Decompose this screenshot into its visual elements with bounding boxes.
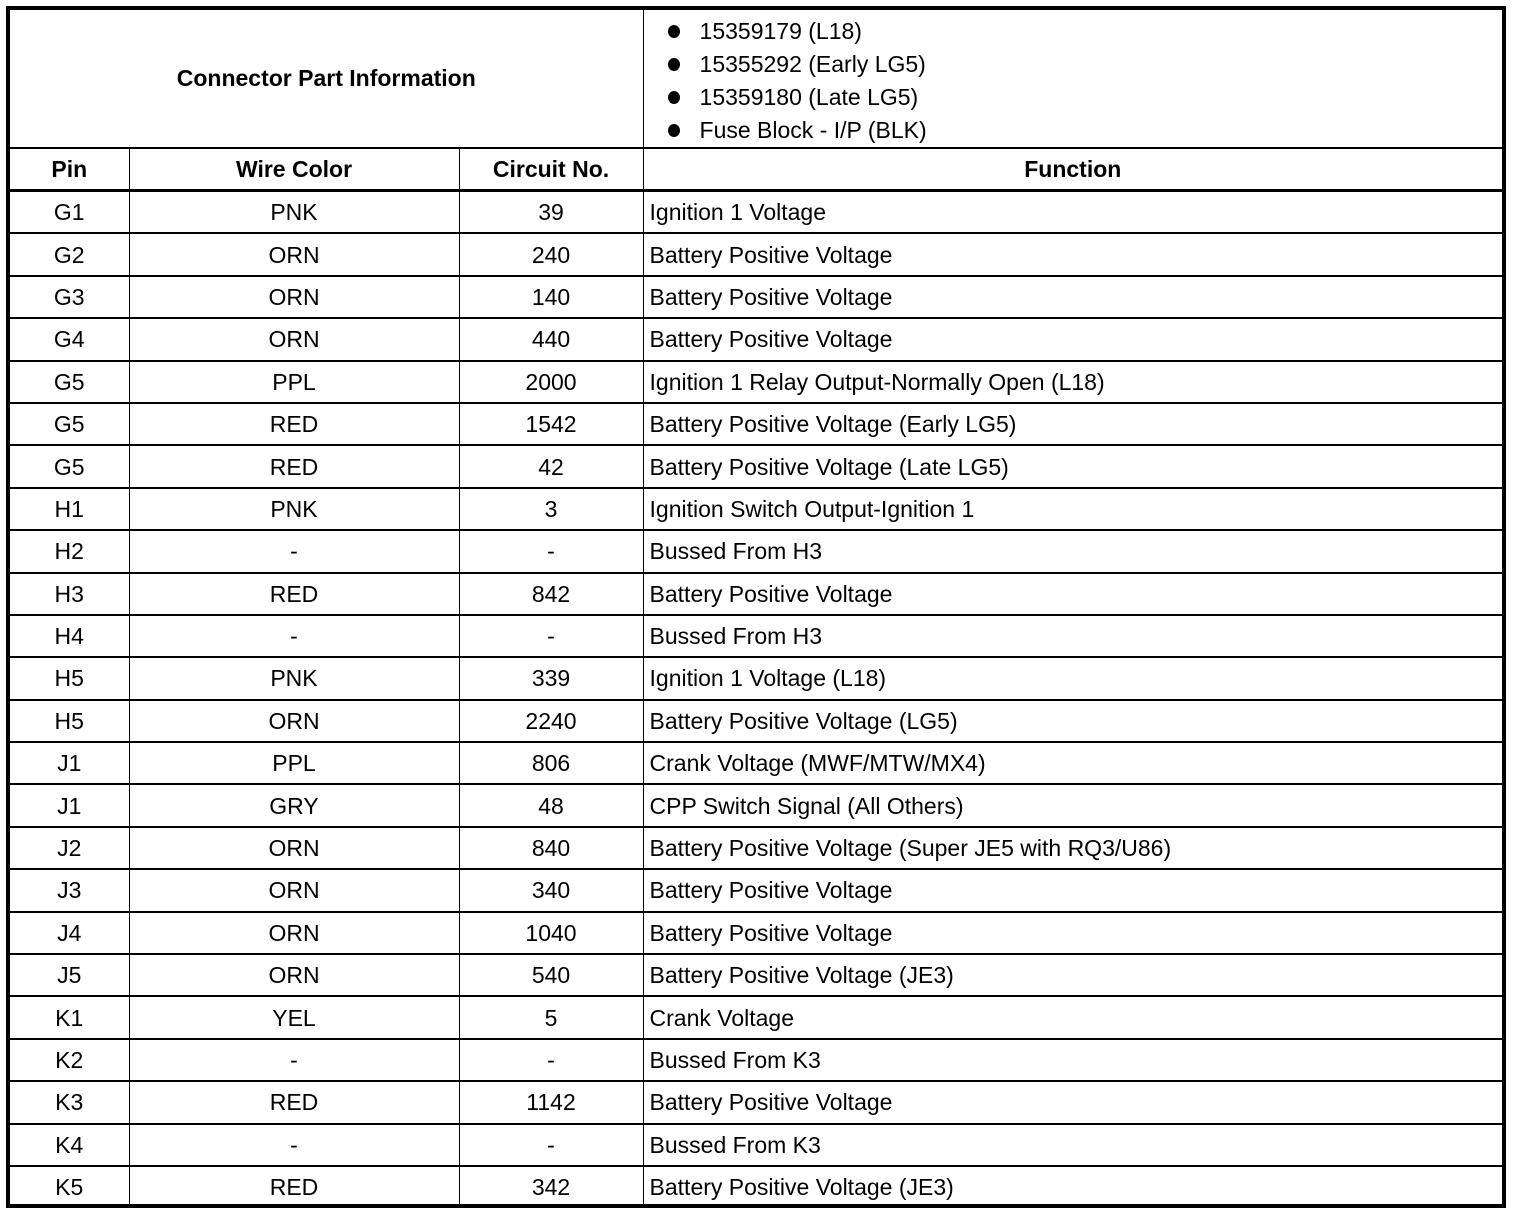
wire-color-cell: PPL xyxy=(129,742,459,784)
function-cell: Crank Voltage xyxy=(643,996,1502,1038)
pin-cell: J1 xyxy=(10,742,129,784)
pin-cell: H4 xyxy=(10,615,129,657)
wire-color-cell: YEL xyxy=(129,996,459,1038)
table-row xyxy=(10,276,1502,318)
wire-color-cell: - xyxy=(129,615,459,657)
wire-color-cell: - xyxy=(129,530,459,572)
pin-cell: J5 xyxy=(10,954,129,996)
circuit-no-cell: 48 xyxy=(459,784,643,826)
pin-cell: J3 xyxy=(10,869,129,911)
circuit-no-cell: 5 xyxy=(459,996,643,1038)
wire-color-cell: ORN xyxy=(129,954,459,996)
pin-cell: K5 xyxy=(55,1174,84,1201)
bullet-icon xyxy=(668,58,680,71)
wire-color-cell: PNK xyxy=(129,657,459,699)
circuit-no-cell: 2000 xyxy=(459,361,643,403)
function-cell: Battery Positive Voltage (Super JE5 with RQ3/U86) xyxy=(643,827,1502,869)
bullet-icon xyxy=(668,25,680,38)
circuit-no-cell: 140 xyxy=(459,276,643,318)
pin-cell: G1 xyxy=(10,191,129,234)
wire-color-cell: RED xyxy=(129,1081,459,1123)
wire-color-cell: - xyxy=(129,1039,459,1081)
function-cell: Battery Positive Voltage xyxy=(643,1081,1502,1123)
table-row xyxy=(10,1166,1502,1207)
circuit-no-cell: 806 xyxy=(459,742,643,784)
table-row xyxy=(10,869,1502,911)
circuit-no-cell: - xyxy=(459,1124,643,1166)
bullet-icon xyxy=(668,124,680,137)
function-cell: Bussed From K3 xyxy=(643,1124,1502,1166)
circuit-no-cell: - xyxy=(459,1039,643,1081)
connector-part-text: 15355292 (Early LG5) xyxy=(699,50,926,77)
table-row xyxy=(10,573,1502,615)
circuit-no-cell: 840 xyxy=(459,827,643,869)
function-cell: Crank Voltage (MWF/MTW/MX4) xyxy=(643,742,1502,784)
wire-color-cell: PPL xyxy=(129,361,459,403)
pin-cell: H2 xyxy=(10,530,129,572)
table-row xyxy=(10,488,1502,530)
table-row xyxy=(10,233,1502,275)
circuit-no-cell: 39 xyxy=(459,191,643,234)
function-cell: Battery Positive Voltage xyxy=(643,318,1502,360)
function-cell: Ignition 1 Relay Output-Normally Open (L18) xyxy=(643,361,1502,403)
function-cell: Battery Positive Voltage (Early LG5) xyxy=(643,403,1502,445)
circuit-no-cell: 42 xyxy=(459,445,643,487)
table-row xyxy=(10,1081,1502,1123)
connector-info-row xyxy=(10,10,1502,148)
wire-color-cell: ORN xyxy=(129,912,459,954)
table-row xyxy=(10,530,1502,572)
table-row xyxy=(10,827,1502,869)
function-cell: Battery Positive Voltage xyxy=(643,573,1502,615)
wire-color-cell: ORN xyxy=(129,869,459,911)
wire-color-cell: RED xyxy=(129,1166,459,1207)
circuit-no-cell: 1542 xyxy=(459,403,643,445)
circuit-no-cell: 3 xyxy=(459,488,643,530)
pin-cell: K4 xyxy=(10,1124,129,1166)
function-cell: Ignition 1 Voltage xyxy=(643,191,1502,234)
connector-part-item xyxy=(668,81,1502,114)
connector-table-sheet xyxy=(6,6,1506,1208)
function-cell: Bussed From H3 xyxy=(643,530,1502,572)
function-cell: Bussed From H3 xyxy=(643,615,1502,657)
connector-table xyxy=(10,10,1502,1207)
circuit-no-cell: 340 xyxy=(459,869,643,911)
circuit-no-cell: 2240 xyxy=(459,700,643,742)
wire-color-cell: - xyxy=(129,1124,459,1166)
pin-cell: K3 xyxy=(10,1081,129,1123)
function-cell: Battery Positive Voltage (Late LG5) xyxy=(643,445,1502,487)
pin-cell: J1 xyxy=(10,784,129,826)
pin-cell: G5 xyxy=(10,361,129,403)
function-cell: Battery Positive Voltage (JE3) xyxy=(643,1166,1502,1207)
connector-part-item xyxy=(668,15,1502,48)
function-cell: Battery Positive Voltage (JE3) xyxy=(643,954,1502,996)
table-row xyxy=(10,361,1502,403)
wire-color-cell: ORN xyxy=(129,318,459,360)
table-row xyxy=(10,318,1502,360)
function-cell: Battery Positive Voltage xyxy=(643,276,1502,318)
connector-parts-cell xyxy=(643,10,1502,148)
circuit-no-cell: - xyxy=(459,530,643,572)
circuit-no-cell: 1040 xyxy=(459,912,643,954)
table-row xyxy=(10,784,1502,826)
pin-cell: G4 xyxy=(10,318,129,360)
function-cell: Battery Positive Voltage xyxy=(643,233,1502,275)
connector-part-item xyxy=(668,48,1502,81)
wire-color-cell: ORN xyxy=(129,276,459,318)
pin-cell: H3 xyxy=(10,573,129,615)
pin-cell: H5 xyxy=(10,657,129,699)
function-cell: Battery Positive Voltage xyxy=(643,912,1502,954)
connector-part-item xyxy=(668,114,1502,147)
connector-part-text: 15359179 (L18) xyxy=(699,17,862,44)
wire-color-cell: RED xyxy=(129,445,459,487)
connector-part-text: 15359180 (Late LG5) xyxy=(699,83,919,110)
table-row xyxy=(10,742,1502,784)
circuit-no-cell: 342 xyxy=(459,1166,643,1207)
wire-color-cell: RED xyxy=(129,573,459,615)
pin-cell: H1 xyxy=(10,488,129,530)
connector-part-text: Fuse Block - I/P (BLK) xyxy=(699,116,927,143)
table-row xyxy=(10,445,1502,487)
wire-color-cell: ORN xyxy=(129,233,459,275)
table-row xyxy=(10,996,1502,1038)
circuit-no-cell: 440 xyxy=(459,318,643,360)
wire-color-cell: ORN xyxy=(129,827,459,869)
circuit-no-cell: 240 xyxy=(459,233,643,275)
column-header-row xyxy=(10,148,1502,191)
table-row xyxy=(10,191,1502,234)
pin-cell: H5 xyxy=(10,700,129,742)
table-row xyxy=(10,1124,1502,1166)
table-row xyxy=(10,615,1502,657)
pin-cell: G5 xyxy=(10,445,129,487)
circuit-no-cell: 1142 xyxy=(459,1081,643,1123)
bullet-icon xyxy=(668,91,680,104)
table-row xyxy=(10,403,1502,445)
wire-color-cell: RED xyxy=(129,403,459,445)
circuit-no-cell: 842 xyxy=(459,573,643,615)
header-wire-color: Wire Color xyxy=(129,148,459,191)
header-circuit-no: Circuit No. xyxy=(459,148,643,191)
wire-color-cell: GRY xyxy=(129,784,459,826)
pin-cell: K2 xyxy=(10,1039,129,1081)
function-cell: Ignition Switch Output-Ignition 1 xyxy=(643,488,1502,530)
circuit-no-cell: 339 xyxy=(459,657,643,699)
table-row xyxy=(10,657,1502,699)
function-cell: Ignition 1 Voltage (L18) xyxy=(643,657,1502,699)
pin-cell: G2 xyxy=(10,233,129,275)
function-cell: Battery Positive Voltage xyxy=(643,869,1502,911)
pin-cell: J2 xyxy=(10,827,129,869)
function-cell: CPP Switch Signal (All Others) xyxy=(643,784,1502,826)
table-row xyxy=(10,700,1502,742)
wire-color-cell: ORN xyxy=(129,700,459,742)
table-row xyxy=(10,1039,1502,1081)
header-pin: Pin xyxy=(10,148,129,191)
circuit-no-cell: - xyxy=(459,615,643,657)
table-row xyxy=(10,912,1502,954)
header-function: Function xyxy=(643,148,1502,191)
function-cell: Bussed From K3 xyxy=(643,1039,1502,1081)
wire-color-cell: PNK xyxy=(129,191,459,234)
function-cell: Battery Positive Voltage (LG5) xyxy=(643,700,1502,742)
pin-cell: J4 xyxy=(10,912,129,954)
pin-cell: K1 xyxy=(10,996,129,1038)
circuit-no-cell: 540 xyxy=(459,954,643,996)
table-row xyxy=(10,954,1502,996)
connector-parts-list xyxy=(644,11,1502,147)
pin-cell: G3 xyxy=(10,276,129,318)
wire-color-cell: PNK xyxy=(129,488,459,530)
connector-info-title: Connector Part Information xyxy=(10,10,643,148)
pin-cell: G5 xyxy=(10,403,129,445)
